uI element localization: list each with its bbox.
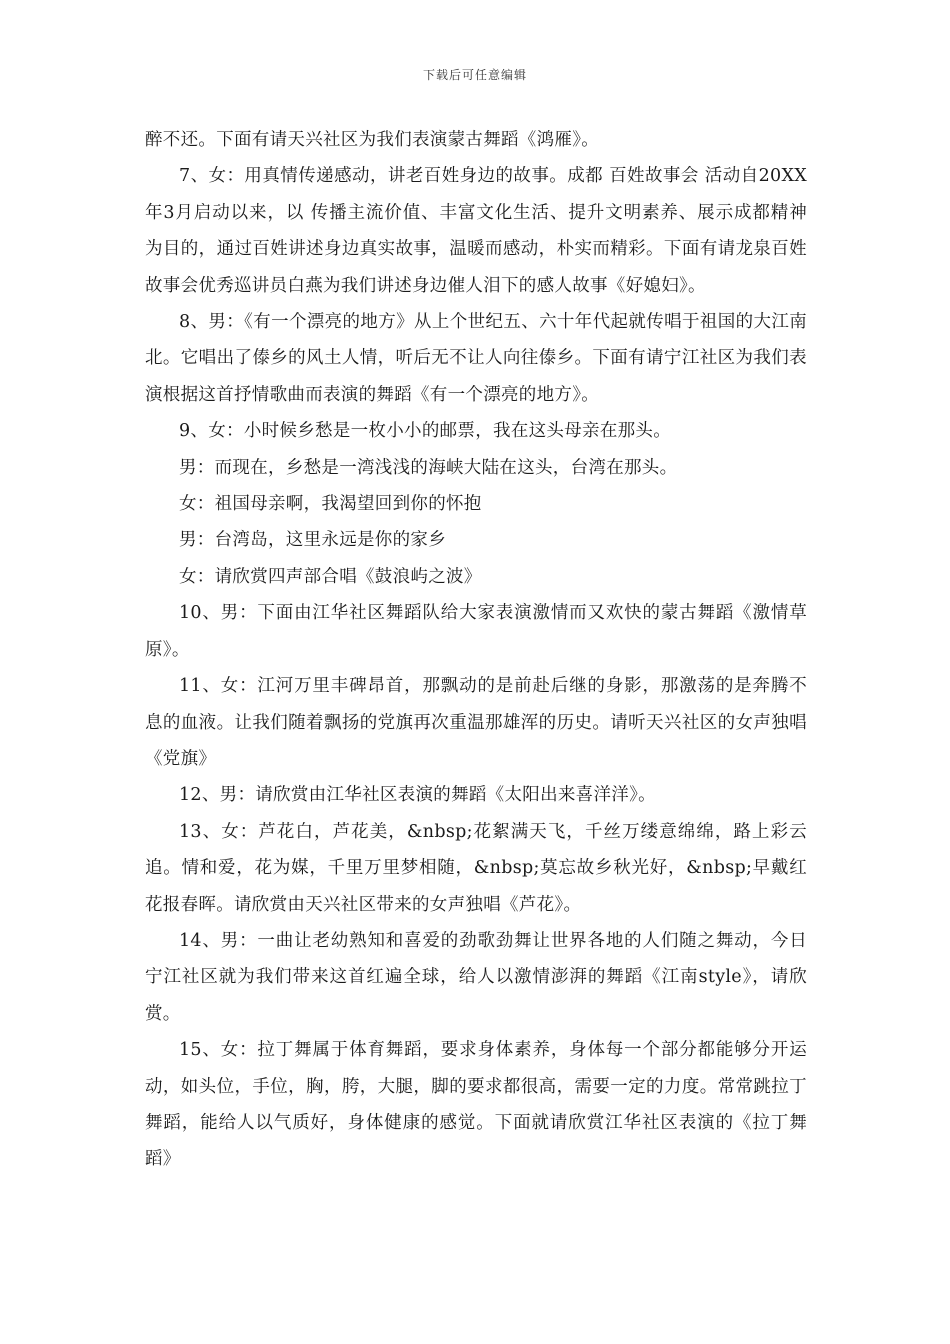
paragraph-item-14: 14、男：一曲让老幼熟知和喜爱的劲歌劲舞让世界各地的人们随之舞动，今日宁江社区就为我们带来这首红遍全球，给人以激情澎湃的舞蹈《江南style》，请欣赏。 (145, 930, 807, 1024)
document-body (145, 122, 807, 1178)
paragraph-item-7: 7、女：用真情传递感动，讲老百姓身边的故事。成都 百姓故事会 活动自20XX年3月启动以来，以 传播主流价值、丰富文化生活、提升文明素养、展示成都精神 为目的，通过百姓讲述身边真实故事，温暖而感动，朴实而精彩。下面有请龙泉百姓故事会优秀巡讲员白燕为我们讲述身边催人泪下的感人故事《好媳妇》。 (145, 166, 807, 296)
paragraph-item-9: 9、女：小时候乡愁是一枚小小的邮票，我在这头母亲在那头。 (179, 421, 672, 442)
paragraph-item-13: 13、女：芦花白，芦花美，&nbsp;花絮满天飞，千丝万缕意绵绵，路上彩云追。情和爱，花为媒，千里万里梦相随，&nbsp;莫忘故乡秋光好，&nbsp;早戴红花报春晖。请欣赏由天兴社区带来的女声独唱《芦花》。 (145, 821, 807, 915)
paragraph-continuation: 醉不还。下面有请天兴社区为我们表演蒙古舞蹈《鸿雁》。 (145, 130, 600, 150)
paragraph-dialogue-female-1: 女：祖国母亲啊，我渴望回到你的怀抱 (179, 494, 482, 515)
paragraph-item-15: 15、女：拉丁舞属于体育舞蹈，要求身体素养，身体每一个部分都能够分开运动，如头位，手位，胸，胯，大腿，脚的要求都很高，需要一定的力度。常常跳拉丁舞蹈，能给人以气质好，身体健康的感觉。下面就请欣赏江华社区表演的《拉丁舞蹈》 (145, 1040, 807, 1170)
page-header: 下载后可任意编辑 (422, 68, 527, 82)
paragraph-dialogue-male-1: 男：而现在，乡愁是一湾浅浅的海峡大陆在这头，台湾在那头。 (179, 457, 678, 478)
paragraph-item-11: 11、女：江河万里丰碑昂首，那飘动的是前赴后继的身影，那激荡的是奔腾不息的血液。让我们随着飘扬的党旗再次重温那雄浑的历史。请听天兴社区的女声独唱《党旗》 (145, 676, 807, 769)
paragraph-item-10: 10、男：下面由江华社区舞蹈队给大家表演激情而又欢快的蒙古舞蹈《激情草原》。 (145, 603, 807, 660)
paragraph-item-8: 8、男：《有一个漂亮的地方》从上个世纪五、六十年代起就传唱于祖国的大江南北。它唱出了傣乡的风土人情，听后无不让人向往傣乡。下面有请宁江社区为我们表演根据这首抒情歌曲而表演的舞蹈《有一个漂亮的地方》。 (145, 312, 807, 405)
paragraph-dialogue-male-2: 男：台湾岛，这里永远是你的家乡 (179, 530, 446, 551)
paragraph-item-12: 12、男：请欣赏由江华社区表演的舞蹈《太阳出来喜洋洋》。 (179, 785, 656, 806)
paragraph-dialogue-female-2: 女：请欣赏四声部合唱《鼓浪屿之波》 (179, 566, 482, 587)
